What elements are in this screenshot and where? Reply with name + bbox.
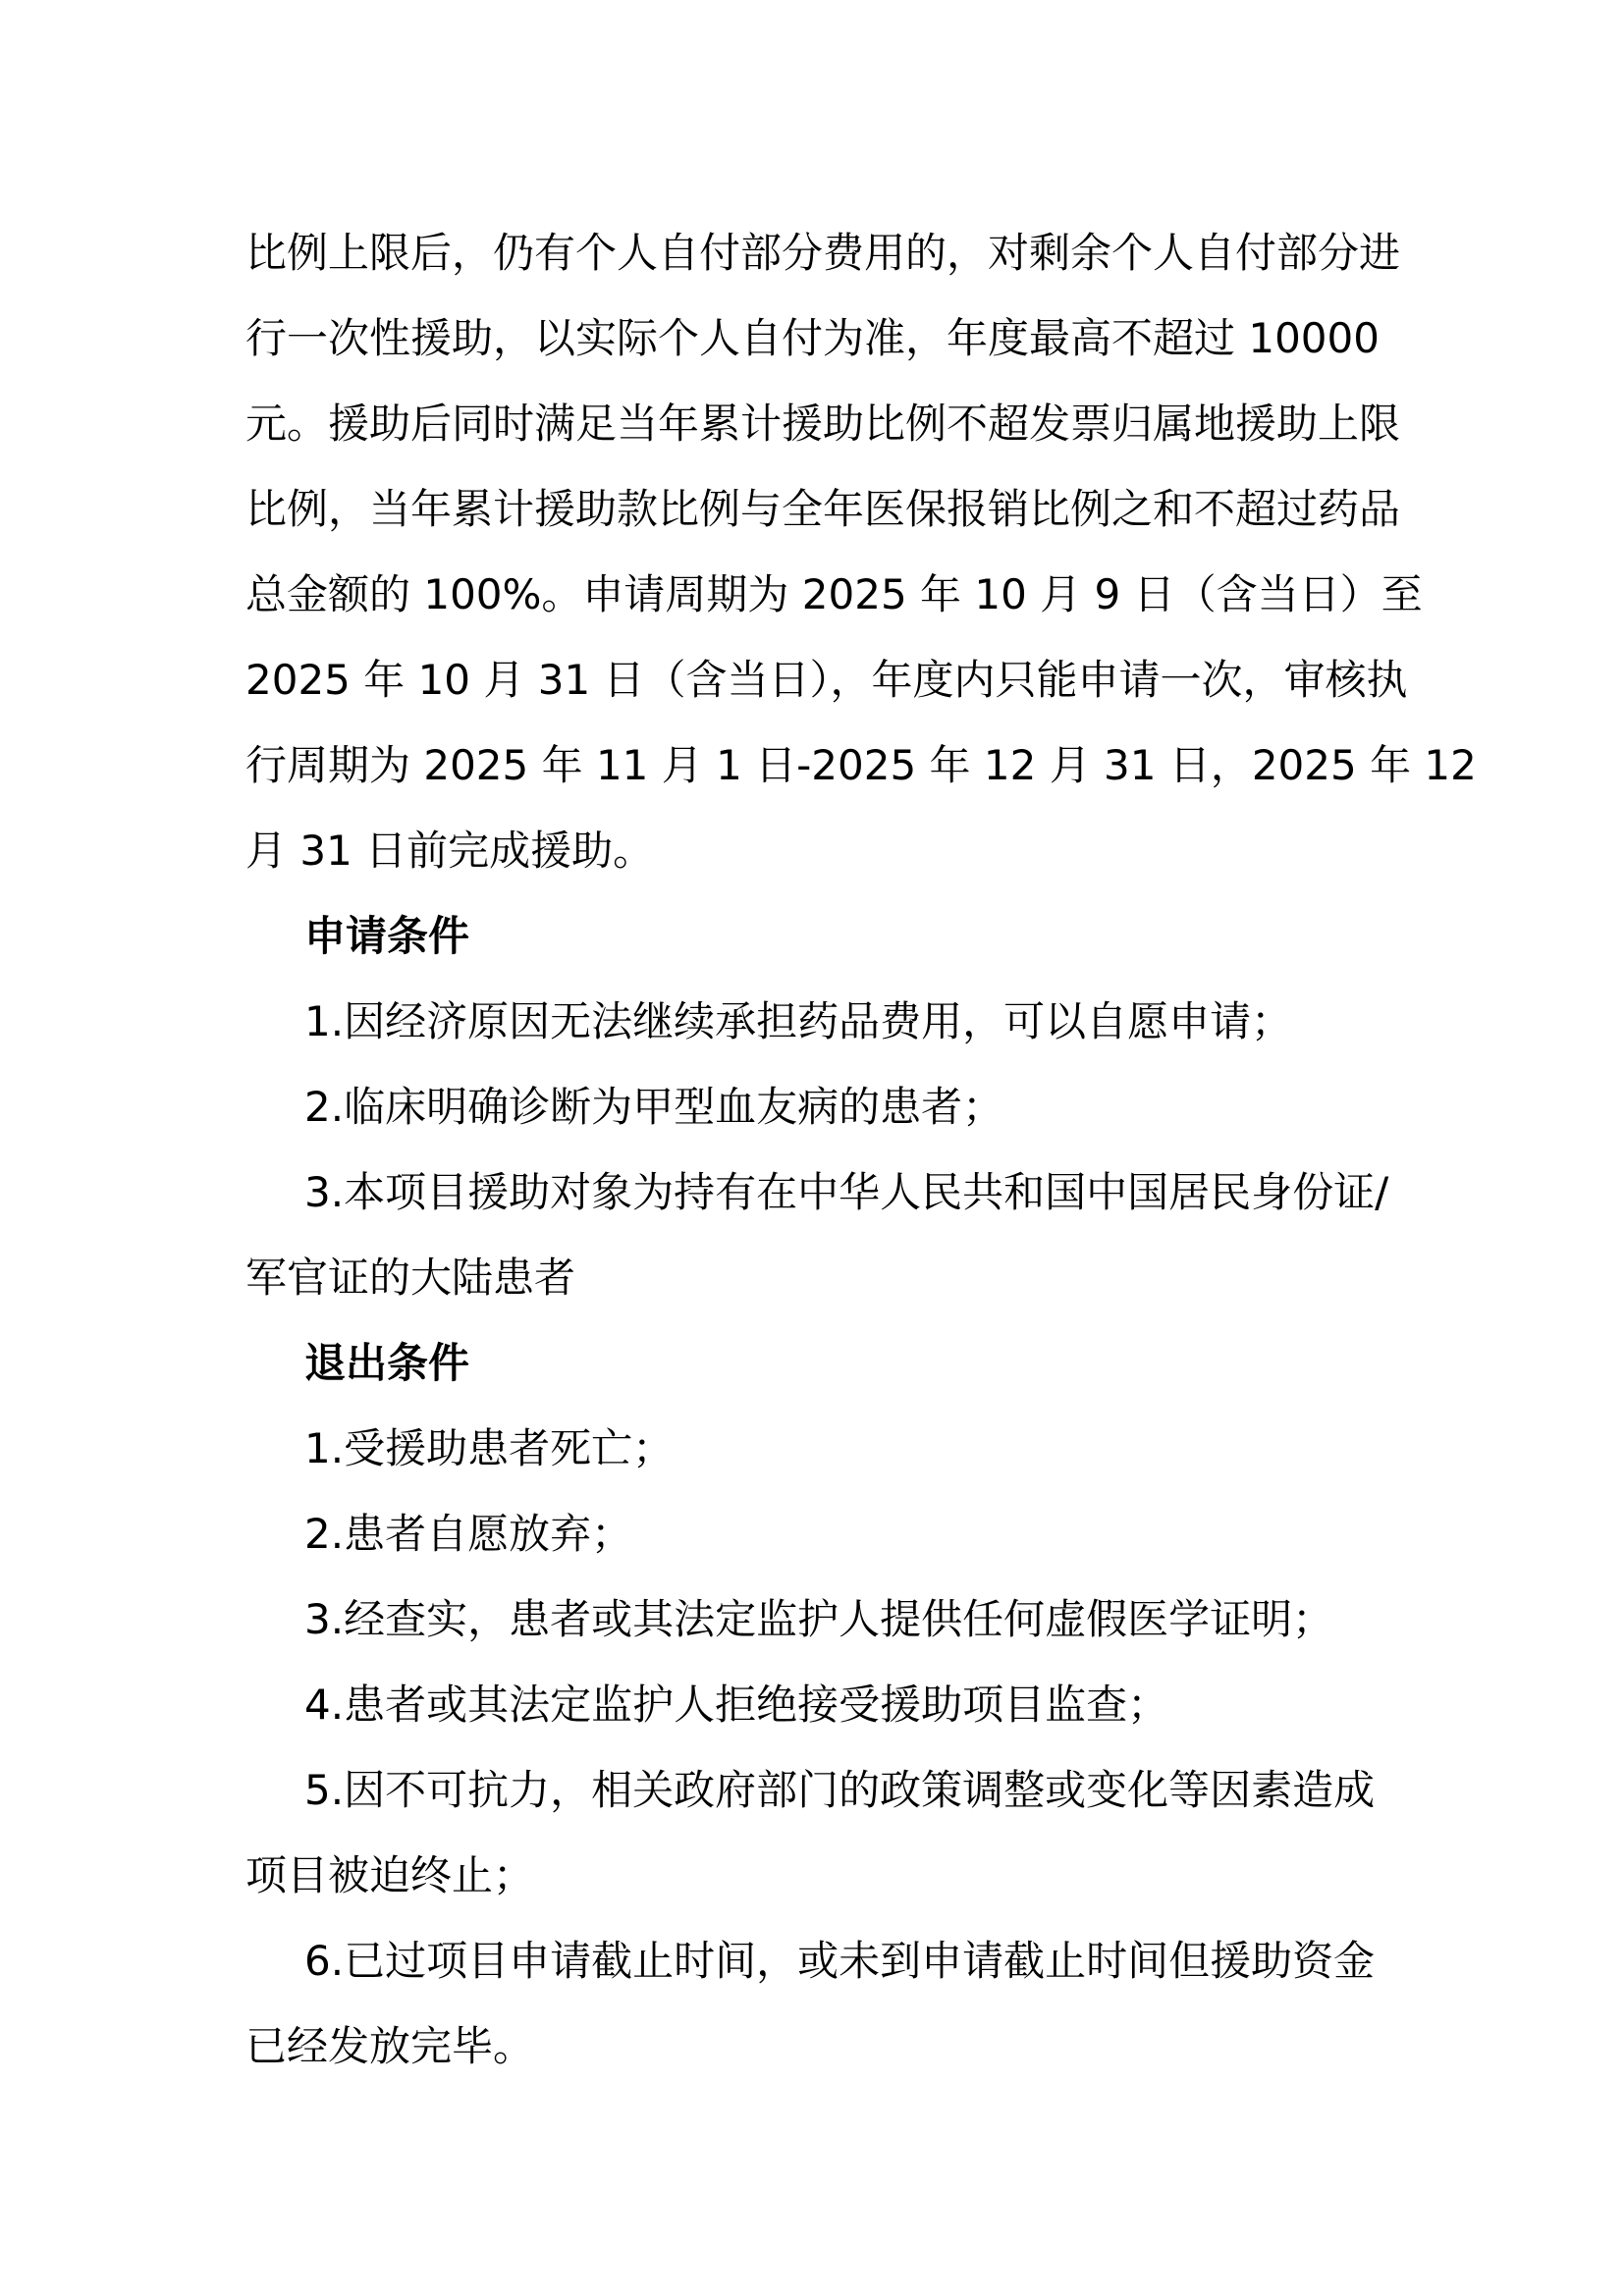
document-body xyxy=(245,210,1477,2089)
apply-condition-item: 1.因经济原因无法继续承担药品费用，可以自愿申请； xyxy=(304,997,1293,1045)
exit-condition-item-continuation: 已经发放完毕。 xyxy=(245,2022,535,2070)
paragraph-line: 比例，当年累计援助款比例与全年医保报销比例之和不超过药品 xyxy=(245,485,1401,533)
apply-condition-item: 2.临床明确诊断为甲型血友病的患者； xyxy=(304,1083,1004,1131)
apply-conditions-heading: 申请条件 xyxy=(304,912,470,960)
paragraph-line: 月 31 日前完成援助。 xyxy=(245,827,655,875)
paragraph-line: 2025 年 10 月 31 日（含当日），年度内只能申请一次，审核执 xyxy=(245,656,1408,704)
exit-condition-item: 5.因不可抗力，相关政府部门的政策调整或变化等因素造成 xyxy=(304,1766,1376,1814)
paragraph-line: 行周期为 2025 年 11 月 1 日-2025 年 12 月 31 日，2025 年 12 xyxy=(245,741,1477,789)
paragraph-line: 行一次性援助，以实际个人自付为准，年度最高不超过 10000 xyxy=(245,314,1380,362)
apply-condition-item-continuation: 军官证的大陆患者 xyxy=(245,1254,576,1302)
exit-condition-item: 3.经查实，患者或其法定监护人提供任何虚假医学证明； xyxy=(304,1595,1334,1643)
exit-condition-item: 4.患者或其法定监护人拒绝接受援助项目监查； xyxy=(304,1681,1169,1729)
paragraph-line: 总金额的 100%。申请周期为 2025 年 10 月 9 日（含当日）至 xyxy=(245,570,1423,618)
paragraph-line: 元。援助后同时满足当年累计援助比例不超发票归属地援助上限 xyxy=(245,400,1401,448)
paragraph-line: 比例上限后，仍有个人自付部分费用的，对剩余个人自付部分进 xyxy=(245,229,1401,277)
exit-conditions-heading: 退出条件 xyxy=(304,1339,470,1387)
exit-condition-item-continuation: 项目被迫终止； xyxy=(245,1851,535,1899)
exit-condition-item: 2.患者自愿放弃； xyxy=(304,1510,633,1558)
exit-condition-item: 1.受援助患者死亡； xyxy=(304,1424,675,1472)
exit-condition-item: 6.已过项目申请截止时间，或未到申请截止时间但援助资金 xyxy=(304,1937,1376,1985)
apply-condition-item: 3.本项目援助对象为持有在中华人民共和国中国居民身份证/ xyxy=(304,1168,1389,1216)
